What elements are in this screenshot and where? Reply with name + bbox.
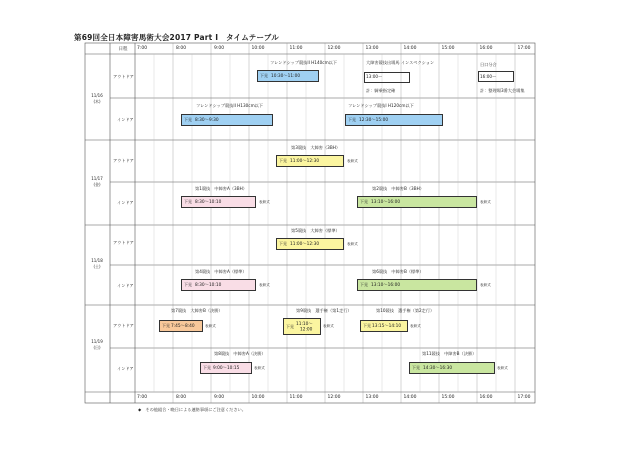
- time-footer: 17:00: [517, 395, 531, 400]
- time-footer: 15:00: [441, 395, 455, 400]
- day-label: [82, 339, 112, 352]
- awards-label: 表彰式: [259, 200, 270, 204]
- session-block: [257, 70, 319, 82]
- session-block: [357, 196, 477, 208]
- time-footer: 7:00: [136, 395, 148, 400]
- event-note: フレンドシップ競技I H120cm以下: [348, 103, 414, 108]
- inspection-tag: 下見: [279, 158, 287, 163]
- event-note: 第11競技 中障害B（決勝）: [422, 351, 477, 356]
- session-time: 13:10～16:00: [371, 200, 401, 205]
- inspection-tag: 下見: [286, 323, 294, 329]
- arena-label-outdoor: アウトドア: [113, 74, 134, 79]
- event-note: 第6競技 中障害B（標準）: [372, 269, 424, 274]
- awards-label: 表彰式: [497, 366, 508, 370]
- session-time-end: 12:00: [300, 327, 313, 333]
- time-header: 14:00: [403, 46, 417, 51]
- event-note: 16:00～: [480, 74, 497, 79]
- time-header: 15:00: [441, 46, 455, 51]
- session-block: [360, 320, 408, 332]
- event-note: フレンドシップ競技II H130cm以下: [196, 103, 264, 108]
- inspection-tag: 下見: [360, 199, 368, 204]
- day-weekday: (日): [93, 345, 101, 351]
- session-time: 8:30～9:30: [195, 118, 219, 123]
- date-column-header: 日程: [118, 47, 128, 52]
- day-date: 11/19: [91, 339, 103, 344]
- awards-label: 表彰式: [347, 159, 358, 163]
- session-block: [409, 362, 495, 374]
- time-footer: 10:00: [251, 395, 265, 400]
- event-note: 大障害競技出場馬 インスペクション: [366, 60, 435, 65]
- day-label: [82, 176, 112, 189]
- time-header: 8:00: [175, 46, 187, 51]
- session-block: [159, 320, 203, 332]
- time-header: 16:00: [479, 46, 493, 51]
- time-footer: 12:00: [327, 395, 341, 400]
- session-time: 8:30～10:10: [195, 283, 222, 288]
- inspection-tag: 下見: [348, 117, 356, 122]
- inspection-tag: 下見: [363, 323, 371, 328]
- arena-label-indoor: インドア: [117, 200, 134, 205]
- event-note: 第1競技 中障害A（3BH）: [195, 186, 247, 191]
- awards-label: 表彰式: [410, 324, 421, 328]
- inspection-tag: 下見: [279, 241, 287, 246]
- event-note: 第7競技 大障害B（決勝）: [171, 308, 223, 313]
- awards-label: 表彰式: [323, 324, 334, 328]
- session-time: 11:10～: [296, 321, 313, 327]
- inspection-tag: 下見: [184, 117, 192, 122]
- event-note: 第2競技 中障害B（3BH）: [372, 186, 424, 191]
- inspection-tag: 下見: [162, 323, 170, 328]
- time-footer: 16:00: [479, 395, 493, 400]
- day-date: 11/16: [91, 93, 103, 98]
- inspection-tag: 下見: [260, 73, 268, 78]
- inspection-tag: 下見: [184, 282, 192, 287]
- day-label: [82, 258, 112, 271]
- time-footer: 9:00: [213, 395, 225, 400]
- awards-label: 表彰式: [205, 324, 216, 328]
- time-header: 13:00: [365, 46, 379, 51]
- event-note: 第3競技 大障害（3BH）: [291, 145, 341, 150]
- session-time: 13:10～16:00: [371, 283, 401, 288]
- day-label: [82, 93, 112, 106]
- time-header: 10:00: [251, 46, 265, 51]
- time-header: 17:00: [517, 46, 531, 51]
- session-time: 11:00～12:30: [290, 242, 320, 247]
- arena-label-outdoor: アウトドア: [113, 240, 134, 245]
- session-block: [345, 114, 443, 126]
- inspection-tag: 下見: [184, 199, 192, 204]
- session-time: 12:30～15:00: [359, 118, 389, 123]
- session-block: [283, 318, 321, 335]
- event-note: 計：整理場3番大会場集: [480, 88, 525, 93]
- arena-label-outdoor: アウトドア: [113, 158, 134, 163]
- day-date: 11/17: [91, 176, 103, 181]
- session-block: [181, 279, 256, 291]
- day-date: 11/18: [91, 258, 103, 263]
- awards-label: 表彰式: [480, 283, 491, 287]
- event-note: 日口分合: [480, 62, 497, 67]
- awards-label: 表彰式: [480, 200, 491, 204]
- session-time: 13:15～14:10: [372, 324, 402, 329]
- outline-block: [364, 72, 410, 83]
- arena-label-indoor: インドア: [117, 117, 134, 122]
- session-time: 7:45～8:40: [171, 324, 195, 329]
- inspection-tag: 下見: [360, 282, 368, 287]
- time-footer: 11:00: [289, 395, 303, 400]
- time-footer: 8:00: [175, 395, 187, 400]
- time-footer: 13:00: [365, 395, 379, 400]
- event-note: 第4競技 中障害A（標準）: [195, 269, 247, 274]
- time-header: 9:00: [213, 46, 225, 51]
- session-block: [357, 279, 477, 291]
- session-time: 8:30～10:10: [195, 200, 222, 205]
- session-block: [276, 155, 344, 167]
- session-time: 10:30～11:00: [271, 74, 301, 79]
- session-time: 14:30～16:30: [423, 366, 453, 371]
- arena-label-outdoor: アウトドア: [113, 323, 134, 328]
- time-header: 7:00: [136, 46, 148, 51]
- footer-note: ◆ その他組合・晩日による連絡事項にご注意ください。: [138, 407, 246, 412]
- event-note: 第8競技 中障害A（決勝）: [214, 351, 266, 356]
- event-note: 第5競技 大障害（標準）: [291, 228, 340, 233]
- awards-label: 表彰式: [254, 366, 265, 370]
- outline-block: [478, 71, 514, 82]
- session-time: 11:00～12:30: [290, 159, 320, 164]
- arena-label-indoor: インドア: [117, 283, 134, 288]
- time-footer: 14:00: [403, 395, 417, 400]
- event-note: 13:00～: [366, 74, 383, 79]
- session-block: [200, 362, 252, 374]
- session-block: [276, 238, 344, 250]
- session-time: 9:00～10:15: [213, 366, 240, 371]
- session-block: [181, 196, 256, 208]
- awards-label: 表彰式: [259, 283, 270, 287]
- arena-label-indoor: インドア: [117, 366, 134, 371]
- time-header: 12:00: [327, 46, 341, 51]
- day-weekday: (木): [93, 99, 101, 105]
- session-block: [181, 114, 273, 126]
- event-note: フレンドシップ競技II H140cm以下: [270, 60, 338, 65]
- day-weekday: (土): [93, 264, 101, 270]
- inspection-tag: 下見: [203, 365, 211, 370]
- time-header: 11:00: [289, 46, 303, 51]
- event-note: 計：騎乗指定確: [366, 88, 396, 93]
- inspection-tag: 下見: [412, 365, 420, 370]
- day-weekday: (金): [93, 182, 101, 188]
- event-note: 第10競技 選手権（第2走行）: [376, 308, 435, 313]
- awards-label: 表彰式: [347, 242, 358, 246]
- event-note: 第9競技 選手権（第1走行）: [296, 308, 352, 313]
- page-title: 第69回全日本障害馬術大会2017 Part I タイムテーブル: [74, 33, 279, 42]
